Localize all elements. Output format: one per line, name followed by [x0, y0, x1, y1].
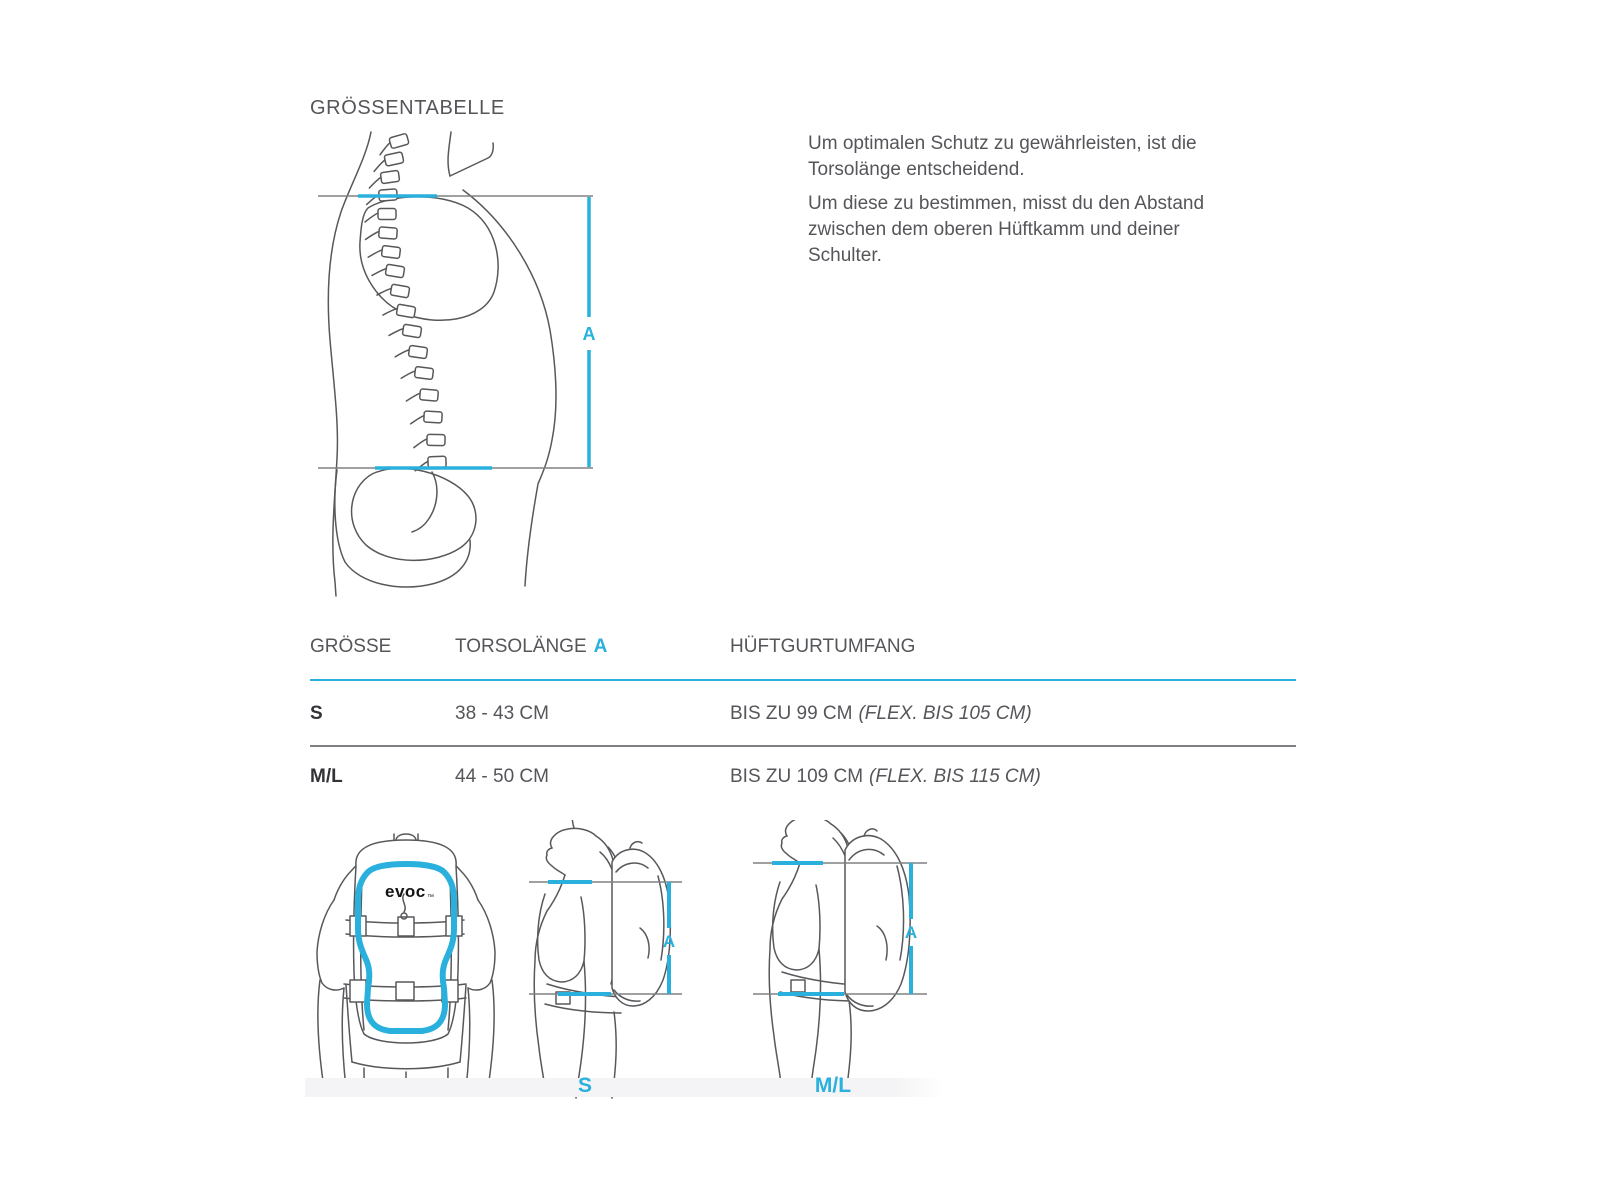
torso-measurement-diagram [300, 130, 610, 600]
header-hip: HÜFTGURTUMFANG [730, 636, 916, 657]
row-hip: BIS ZU 109 CM (FLEX. BIS 115 CM) [730, 766, 1041, 787]
ml-dimension-label: A [904, 923, 918, 942]
evoc-logo-tm: ™ [427, 894, 434, 901]
label-size-s: S [577, 1074, 593, 1097]
backpack-illustrations [300, 820, 960, 1105]
sacrum-line [412, 472, 437, 532]
header-torso-dim: A [593, 636, 608, 657]
row-size: S [310, 703, 323, 724]
table-header-row [310, 636, 1296, 681]
label-size-ml: M/L [814, 1074, 852, 1097]
intro-text [808, 131, 1288, 277]
evoc-logo: evoc [385, 882, 426, 901]
spine-vertebrae [365, 133, 446, 471]
backpack-ml [833, 829, 910, 1011]
pelvis-outline [352, 468, 476, 560]
row-hip: BIS ZU 99 CM (FLEX. BIS 105 CM) [730, 703, 1032, 724]
header-size: GRÖSSE [310, 636, 392, 657]
header-torso: TORSOLÄNGE A [455, 636, 608, 657]
table-row [310, 747, 1296, 788]
size-table [310, 636, 1296, 788]
figure-back-view [317, 834, 495, 1094]
torso-outline [328, 132, 556, 596]
backpack-s [600, 842, 670, 1006]
figure-side-ml [753, 820, 927, 1086]
figure-side-s [529, 820, 682, 1098]
intro-paragraph-2: Um diese zu bestimmen, misst du den Abstand zwischen dem oberen Hüftkamm und deiner Schulter. [808, 193, 1205, 266]
row-size: M/L [310, 766, 343, 787]
row-torso: 38 - 43 CM [455, 703, 549, 724]
s-dimension-label: A [662, 932, 676, 951]
table-row [310, 681, 1296, 747]
intro-paragraph-1: Um optimalen Schutz zu gewährleisten, ist die Torsolänge entscheidend. [808, 133, 1197, 180]
page-title: GRÖSSENTABELLE [310, 97, 505, 119]
dimension-label-a: A [582, 324, 596, 344]
row-torso: 44 - 50 CM [455, 766, 549, 787]
